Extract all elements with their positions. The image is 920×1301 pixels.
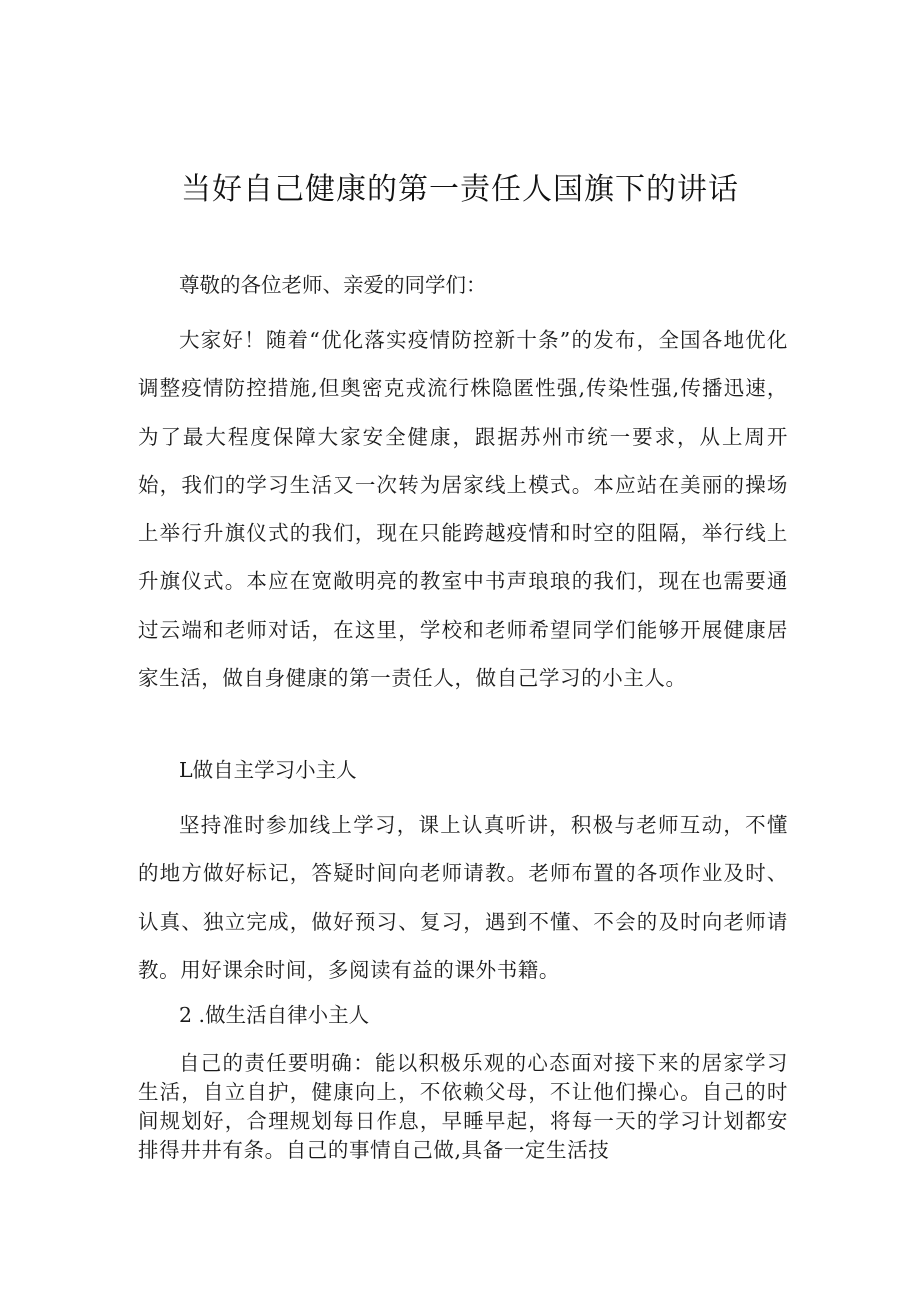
paragraph-self-discipline: 自己的责任要明确：能以积极乐观的心态面对接下来的居家学习生活，自立自护，健康向上，不依赖父母，不让他们操心。自己的时间规划好，合理规划每日作息，早睡早起，将每一天的学习计划都安排得井井有条。自己的事情自己做,具备一定生活技 [138, 1051, 788, 1162]
document-title: 当好自己健康的第一责任人国旗下的讲话 [181, 172, 739, 207]
section-heading-self-discipline: 2 .做生活自律小主人 [179, 1003, 370, 1027]
paragraph-opening: 大家好！随着“优化落实疫情防控新十条”的发布，全国各地优化调整疫情防控措施,但奥密克戎流行株隐匿性强,传染性强,传播迅速，为了最大程度保障大家安全健康，跟据苏州市统一要求，从上周开始，我们的学习生活又一次转为居家线上模式。本应站在美丽的操场上举行升旗仪式的我们，现在只能跨越疫情和时空的阻隔，举行线上升旗仪式。本应在宽敞明亮的教室中书声琅琅的我们，现在也需要通过云端和老师对话，在这里，学校和老师希望同学们能够开展健康居家生活，做自身健康的第一责任人，做自己学习的小主人。 [138, 328, 788, 691]
section-heading-self-study: L做自主学习小主人 [179, 758, 357, 782]
paragraph-self-study: 坚持准时参加线上学习，课上认真听讲，积极与老师互动，不懂的地方做好标记，答疑时间向老师请教。老师布置的各项作业及时、认真、独立完成，做好预习、复习，遇到不懂、不会的及时向老师请教。用好课余时间，多阅读有益的课外书籍。 [138, 813, 788, 982]
greeting-line: 尊敬的各位老师、亲爱的同学们： [179, 273, 487, 297]
